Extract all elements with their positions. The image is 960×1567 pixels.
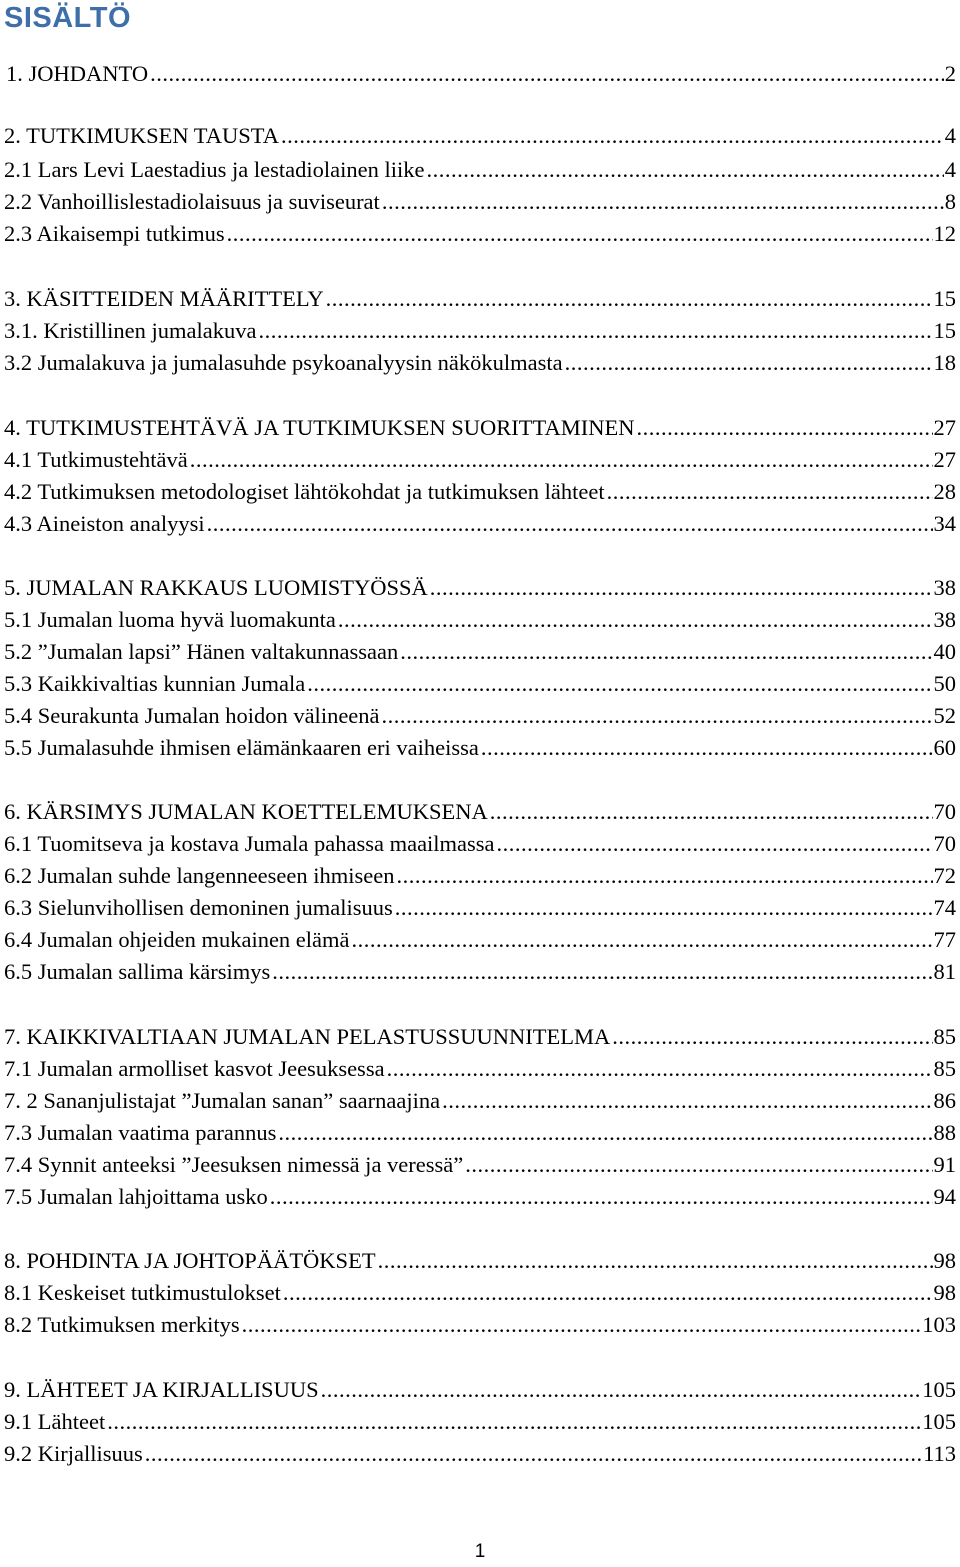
toc-entry[interactable]: [0, 413, 956, 443]
toc-entry-page: 4: [944, 123, 956, 148]
toc-entry-label: 8.2 Tutkimuksen merkitys: [4, 1312, 240, 1337]
toc-entry-label: 2. TUTKIMUKSEN TAUSTA: [4, 123, 279, 148]
toc-entry[interactable]: [0, 925, 956, 955]
toc-entry-page: 74: [933, 895, 956, 920]
toc-entry-label: 7.1 Jumalan armolliset kasvot Jeesuksessa: [4, 1056, 385, 1081]
toc-entry-label: 5.4 Seurakunta Jumalan hoidon välineenä: [4, 703, 380, 728]
toc-entry-page: 85: [933, 1024, 956, 1049]
toc-entry-page: 86: [933, 1088, 956, 1113]
toc-entry-page: 91: [933, 1152, 956, 1177]
dot-leader: [190, 445, 933, 475]
dot-leader: [278, 1118, 932, 1148]
toc-entry-page: 94: [933, 1184, 956, 1209]
dot-leader: [427, 155, 944, 185]
toc-entry[interactable]: [0, 1407, 956, 1437]
toc-entry[interactable]: [0, 893, 956, 923]
dot-leader: [227, 219, 933, 249]
dot-leader: [107, 1407, 921, 1437]
toc-entry-page: 40: [933, 639, 956, 664]
toc-entry[interactable]: [0, 509, 956, 539]
toc-entry-label: 4.3 Aineiston analyysi: [4, 511, 205, 536]
toc-entry-page: 52: [933, 703, 956, 728]
dot-leader: [352, 925, 933, 955]
toc-entry-page: 72: [933, 863, 956, 888]
dot-leader: [387, 1054, 933, 1084]
toc-entry[interactable]: [0, 1022, 956, 1052]
toc-entry-label: 9.2 Kirjallisuus: [4, 1441, 143, 1466]
dot-leader: [430, 573, 933, 603]
toc-entry-label: 3. KÄSITTEIDEN MÄÄRITTELY: [4, 286, 324, 311]
toc-entry-page: 85: [933, 1056, 956, 1081]
toc-entry-page: 105: [922, 1377, 956, 1402]
toc-entry-label: 1. JOHDANTO: [6, 61, 149, 86]
dot-leader: [145, 1439, 922, 1469]
dot-leader: [397, 861, 933, 891]
dot-leader: [382, 701, 933, 731]
toc-entry-label: 4.1 Tutkimustehtävä: [4, 447, 188, 472]
toc-entry-page: 27: [933, 447, 956, 472]
toc-entry[interactable]: [0, 284, 956, 314]
toc-entry-label: 3.2 Jumalakuva ja jumalasuhde psykoanalyysin näkökulmasta: [4, 350, 563, 375]
toc-entry[interactable]: [0, 1118, 956, 1148]
toc-entry-label: 2.2 Vanhoillislestadiolaisuus ja suviseurat: [4, 189, 380, 214]
dot-leader: [281, 121, 944, 151]
toc-entry-page: 98: [933, 1280, 956, 1305]
toc-entry-label: 2.1 Lars Levi Laestadius ja lestadiolainen liike: [4, 157, 425, 182]
dot-leader: [465, 1150, 932, 1180]
dot-leader: [283, 1278, 933, 1308]
toc-entry[interactable]: [0, 605, 956, 635]
toc-entry-page: 103: [922, 1312, 956, 1337]
toc-entry[interactable]: [0, 1182, 956, 1212]
toc-entry[interactable]: [0, 797, 956, 827]
toc-entry-label: 7. 2 Sananjulistajat ”Jumalan sanan” saarnaajina: [4, 1088, 441, 1113]
toc-entry[interactable]: [0, 1246, 956, 1276]
toc-entry-page: 12: [933, 221, 956, 246]
toc-entry[interactable]: [0, 573, 956, 603]
toc-entry-label: 6.5 Jumalan sallima kärsimys: [4, 959, 271, 984]
dot-leader: [497, 829, 933, 859]
toc-entry-label: 7.4 Synnit anteeksi ”Jeesuksen nimessä ja veressä”: [4, 1152, 464, 1177]
toc-entry-label: 6.1 Tuomitseva ja kostava Jumala pahassa maailmassa: [4, 831, 495, 856]
toc-entry[interactable]: [0, 155, 956, 185]
toc-entry[interactable]: [0, 1439, 956, 1469]
toc-entry-label: 8.1 Keskeiset tutkimustulokset: [4, 1280, 281, 1305]
toc-entry[interactable]: [0, 219, 956, 249]
dot-leader: [258, 316, 932, 346]
toc-entry[interactable]: [0, 187, 956, 217]
toc-entry-label: 8. POHDINTA JA JOHTOPÄÄTÖKSET: [4, 1248, 376, 1273]
toc-entry[interactable]: [0, 1150, 956, 1180]
toc-entry[interactable]: [0, 829, 956, 859]
toc-entry-page: 88: [933, 1120, 956, 1145]
toc-entry-page: 60: [933, 735, 956, 760]
toc-entry-label: 2.3 Aikaisempi tutkimus: [4, 221, 225, 246]
toc-entry[interactable]: [0, 1310, 956, 1340]
dot-leader: [395, 893, 933, 923]
dot-leader: [636, 413, 932, 443]
toc-entry-page: 105: [922, 1409, 956, 1434]
toc-entry-page: 81: [933, 959, 956, 984]
toc-entry[interactable]: [0, 477, 956, 507]
toc-entry-label: 7.5 Jumalan lahjoittama usko: [4, 1184, 268, 1209]
toc-entry[interactable]: [0, 861, 956, 891]
toc-entry-label: 7.3 Jumalan vaatima parannus: [4, 1120, 277, 1145]
dot-leader: [321, 1375, 922, 1405]
toc-entry-page: 27: [933, 415, 956, 440]
toc-entry[interactable]: [0, 637, 956, 667]
toc-entry-page: 8: [944, 189, 956, 214]
toc-entry-label: 5.3 Kaikkivaltias kunnian Jumala: [4, 671, 306, 696]
toc-entry-page: 4: [944, 157, 956, 182]
dot-leader: [607, 477, 933, 507]
dot-leader: [270, 1182, 933, 1212]
dot-leader: [565, 348, 933, 378]
toc-entry[interactable]: [0, 1278, 956, 1308]
toc-entry-label: 4.2 Tutkimuksen metodologiset lähtökohdat ja tutkimuksen lähteet: [4, 479, 605, 504]
dot-leader: [150, 59, 944, 89]
toc-entry-label: 7. KAIKKIVALTIAAN JUMALAN PELASTUSSUUNNITELMA: [4, 1024, 611, 1049]
dot-leader: [382, 187, 944, 217]
toc-entry[interactable]: [0, 445, 956, 475]
dot-leader: [338, 605, 933, 635]
toc-entry[interactable]: [0, 348, 956, 378]
toc-entry-page: 98: [933, 1248, 956, 1273]
dot-leader: [442, 1086, 932, 1116]
toc-entry-label: 6.4 Jumalan ohjeiden mukainen elämä: [4, 927, 350, 952]
toc-entry-page: 15: [933, 286, 956, 311]
toc-entry[interactable]: [0, 733, 956, 763]
toc-entry-page: 77: [933, 927, 956, 952]
dot-leader: [326, 284, 933, 314]
toc-entry-label: 4. TUTKIMUSTEHTÄVÄ JA TUTKIMUKSEN SUORITTAMINEN: [4, 415, 635, 440]
toc-entry-page: 28: [933, 479, 956, 504]
toc-entry-label: 3.1. Kristillinen jumalakuva: [4, 318, 257, 343]
dot-leader: [207, 509, 933, 539]
toc-entry[interactable]: [0, 1375, 956, 1405]
dot-leader: [378, 1246, 933, 1276]
toc-entry-label: 5.2 ”Jumalan lapsi” Hänen valtakunnassaan: [4, 639, 399, 664]
toc-entry-label: 5.5 Jumalasuhde ihmisen elämänkaaren eri vaiheissa: [4, 735, 479, 760]
toc-entry-page: 15: [933, 318, 956, 343]
dot-leader: [481, 733, 933, 763]
toc-entry-label: 6.3 Sielunvihollisen demoninen jumalisuus: [4, 895, 393, 920]
toc-entry-label: 9. LÄHTEET JA KIRJALLISUUS: [4, 1377, 319, 1402]
toc-entry-page: 113: [923, 1441, 956, 1466]
toc-entry[interactable]: [0, 957, 956, 987]
toc-entry[interactable]: [0, 701, 956, 731]
toc-entry-page: 18: [933, 350, 956, 375]
toc-entry-page: 70: [933, 831, 956, 856]
page-number: 1: [474, 1541, 486, 1562]
toc-entry-label: 5. JUMALAN RAKKAUS LUOMISTYÖSSÄ: [4, 575, 428, 600]
toc-entry-page: 2: [944, 61, 956, 86]
toc-entry-page: 50: [933, 671, 956, 696]
toc-entry[interactable]: [0, 316, 956, 346]
dot-leader: [400, 637, 932, 667]
dot-leader: [490, 797, 933, 827]
toc-entry[interactable]: [0, 59, 956, 89]
toc-entry[interactable]: [0, 1086, 956, 1116]
toc-entry[interactable]: [0, 1054, 956, 1084]
toc-entry-label: 6.2 Jumalan suhde langenneeseen ihmiseen: [4, 863, 395, 888]
toc-entry-label: 6. KÄRSIMYS JUMALAN KOETTELEMUKSENA: [4, 799, 488, 824]
toc-entry-page: 38: [933, 575, 956, 600]
toc-entry[interactable]: [0, 669, 956, 699]
toc-entry-page: 38: [933, 607, 956, 632]
toc-heading: SISÄLTÖ: [4, 2, 132, 34]
toc-entry-label: 9.1 Lähteet: [4, 1409, 106, 1434]
dot-leader: [272, 957, 932, 987]
dot-leader: [612, 1022, 932, 1052]
dot-leader: [307, 669, 932, 699]
toc-entry-label: 5.1 Jumalan luoma hyvä luomakunta: [4, 607, 336, 632]
dot-leader: [242, 1310, 922, 1340]
toc-entry-page: 34: [933, 511, 956, 536]
toc-entry-page: 70: [933, 799, 956, 824]
toc-entry[interactable]: [0, 121, 956, 151]
